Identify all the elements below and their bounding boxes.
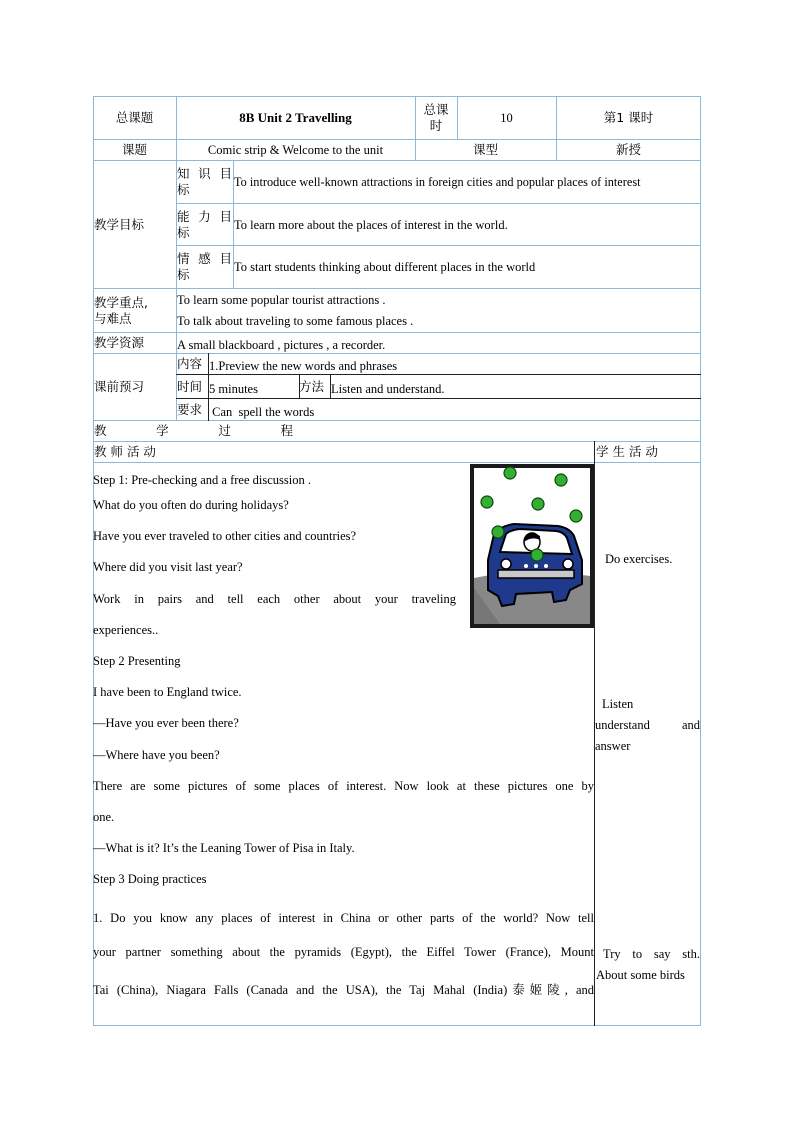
- key-point-2: To talk about traveling to some famous places .: [177, 313, 414, 328]
- student-note-try-w3: say: [653, 947, 671, 961]
- key-points-label-line1: 教学重点,: [94, 294, 148, 310]
- student-note-listen: Listen: [602, 697, 634, 711]
- total-topic-label: 总课题: [115, 110, 154, 125]
- teacher-line-16-text: your partner something about the pyramids (Egypt), the Eiffel Tower (France), Mount: [93, 945, 594, 959]
- teacher-activity-header: 教 师 活 动: [94, 443, 156, 459]
- resources-value: A small blackboard , pictures , a recorder.: [177, 338, 386, 352]
- process-title-char-3: 过: [218, 422, 231, 438]
- student-note-try: [603, 947, 700, 962]
- student-note-try-w2: to: [632, 947, 643, 961]
- topic-value: Comic strip & Welcome to the unit: [207, 143, 384, 157]
- topic-label: 课题: [121, 142, 147, 157]
- student-note-birds: About some birds: [596, 968, 685, 982]
- objectives-label: 教学目标: [94, 216, 145, 232]
- teacher-line-5-text: Work in pairs and tell each other about your traveling: [93, 592, 456, 606]
- lesson-type-label: 课型: [472, 142, 498, 157]
- objective-ability-text: To learn more about the places of interest in the world.: [234, 217, 508, 232]
- teacher-line-5: [93, 592, 456, 607]
- student-note-understand-word: understand: [595, 718, 650, 732]
- total-hours-label-line1: 总课: [423, 102, 449, 117]
- key-points-label-line2: 与难点: [94, 310, 132, 326]
- teacher-line-8: I have been to England twice.: [93, 685, 242, 699]
- lesson-number: 第1 课时: [603, 110, 654, 125]
- car-with-falling-apples-illustration: [470, 464, 594, 628]
- teacher-line-7: Step 2 Presenting: [93, 654, 181, 668]
- total-hours-label: [415, 96, 457, 140]
- teacher-line-16: [93, 945, 594, 960]
- teacher-line-4: Where did you visit last year?: [93, 560, 243, 574]
- preview-label: 课前预习: [94, 379, 145, 394]
- teacher-line-15: [93, 911, 594, 926]
- preview-requirement-value: Can spell the words: [209, 404, 315, 419]
- total-topic-value: 8B Unit 2 Travelling: [239, 110, 352, 125]
- teacher-line-1: Step 1: Pre-checking and a free discussion .: [93, 473, 311, 487]
- student-note-answer: answer: [595, 739, 631, 753]
- preview-time-label: 时间: [177, 378, 203, 394]
- teacher-line-11: [93, 779, 594, 794]
- teacher-line-11-text: There are some pictures of some places of interest. Now look at these pictures one by: [93, 779, 594, 793]
- resources-label: 教学资源: [94, 335, 145, 350]
- preview-requirement-label: 要求: [177, 401, 203, 417]
- teacher-line-17: [93, 980, 594, 998]
- teacher-line-14: Step 3 Doing practices: [93, 872, 207, 886]
- total-hours-label-line2: 时: [429, 118, 443, 133]
- teacher-line-6: experiences..: [93, 623, 159, 637]
- teacher-line-12: one.: [93, 810, 115, 824]
- key-points-label: [93, 288, 176, 333]
- student-note-try-w1: Try: [603, 947, 621, 961]
- preview-time-value: 5 minutes: [209, 381, 258, 396]
- teacher-line-15-text: 1. Do you know any places of interest in China or other parts of the world? Now tell: [93, 911, 594, 925]
- teacher-line-13: —What is it? It’s the Leaning Tower of Pisa in Italy.: [93, 841, 355, 855]
- teacher-line-9: —Have you ever been there?: [93, 716, 239, 730]
- teacher-line-3: Have you ever traveled to other cities and countries?: [93, 529, 357, 543]
- student-note-exercises: Do exercises.: [605, 552, 673, 566]
- key-points-text: [176, 288, 701, 333]
- student-note-understand: [595, 718, 700, 733]
- preview-content-value: 1.Preview the new words and phrases: [209, 358, 398, 373]
- process-title-char-1: 教: [94, 422, 107, 438]
- teacher-line-10: —Where have you been?: [93, 748, 220, 762]
- objective-ability-label: 能 力 目 标: [177, 208, 232, 240]
- process-title-char-2: 学: [156, 422, 169, 438]
- student-note-try-w4: sth.: [682, 947, 700, 961]
- teacher-line-17-text: Tai (China), Niagara Falls (Canada and the USA), the Taj Mahal (India)泰姬陵, and: [93, 983, 594, 997]
- objective-emotion-label: 情 感 目 标: [177, 251, 232, 282]
- lesson-type-value: 新授: [615, 142, 641, 157]
- preview-method-label: 方法: [299, 378, 325, 394]
- key-point-1: To learn some popular tourist attractions .: [177, 292, 386, 307]
- student-activity-header: 学 生 活 动: [596, 443, 658, 459]
- teacher-line-2: What do you often do during holidays?: [93, 498, 289, 512]
- process-title-char-4: 程: [280, 422, 293, 438]
- preview-method-value: Listen and understand.: [331, 381, 445, 396]
- process-title: [93, 420, 293, 441]
- total-hours-value: 10: [500, 111, 513, 125]
- objective-knowledge-label: 知 识 目 标: [177, 166, 232, 197]
- preview-content-label: 内容: [177, 355, 203, 371]
- objective-emotion-text: To start students thinking about different places in the world: [234, 260, 536, 274]
- objective-knowledge-text: To introduce well-known attractions in foreign cities and popular places of interest: [234, 175, 641, 189]
- student-note-and-word: and: [681, 718, 700, 732]
